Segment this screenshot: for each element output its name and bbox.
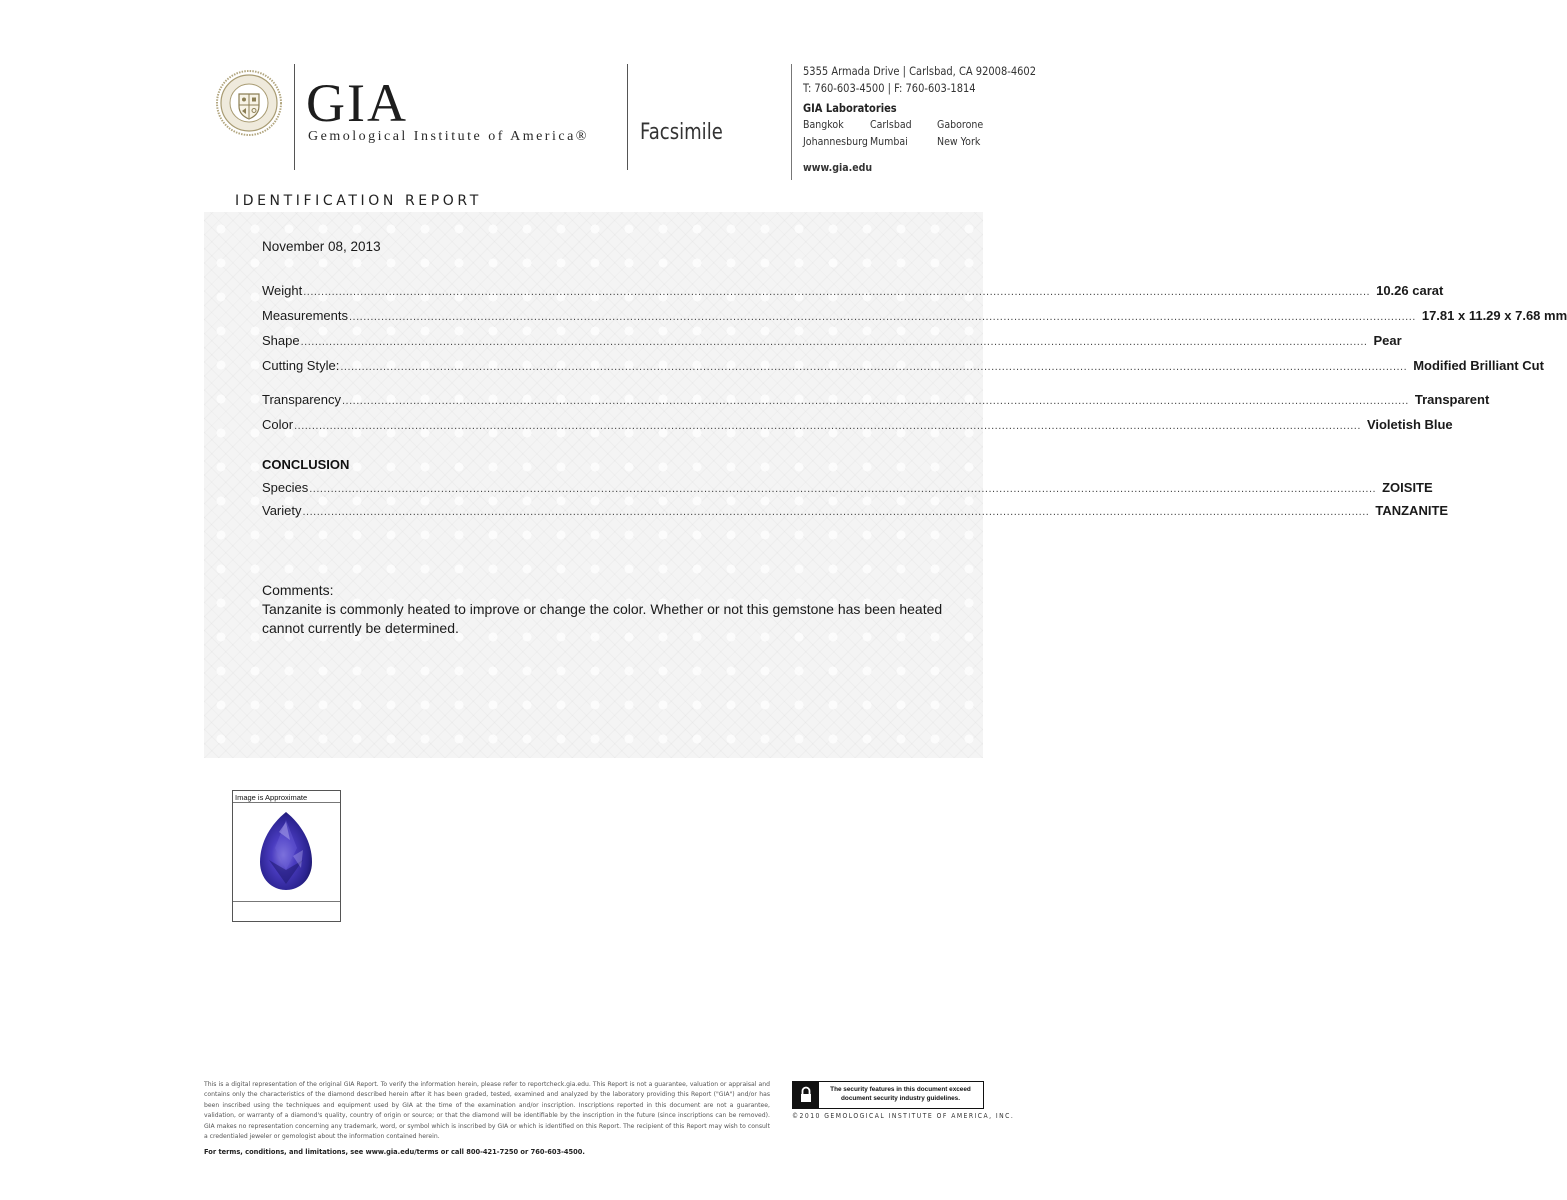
conclusion-heading: CONCLUSION (262, 457, 350, 472)
report-date: November 08, 2013 (262, 239, 381, 254)
website-link[interactable]: www.gia.edu (803, 161, 873, 174)
dot-leader: ............................................................................................................................................................................................................................................................................................................ (300, 336, 1368, 348)
field-value: ZOISITE (1382, 480, 1433, 495)
caption-divider (233, 802, 340, 803)
field-label: Shape (262, 333, 300, 348)
lab-city: New York (937, 135, 981, 148)
field-species (262, 480, 1433, 498)
field-shape (262, 333, 1402, 351)
header-divider (294, 64, 295, 170)
header-divider (627, 64, 628, 170)
lab-city: Carlsbad (870, 118, 912, 131)
lab-phone: T: 760-603-4500 | F: 760-603-1814 (803, 81, 976, 95)
org-full-name: Gemological Institute of America® (308, 129, 589, 144)
field-value: Pear (1373, 333, 1402, 348)
dot-leader: ............................................................................................................................................................................................................................................................................................................ (340, 361, 1408, 373)
lab-address: 5355 Armada Drive | Carlsbad, CA 92008-4602 (803, 64, 1036, 78)
dot-leader: ............................................................................................................................................................................................................................................................................................................ (348, 311, 1416, 323)
document-type-label: Facsimile (640, 120, 723, 145)
security-notice (792, 1081, 984, 1109)
field-label: Measurements (262, 308, 348, 323)
image-caption: Image is Approximate (235, 793, 308, 802)
field-label: Color (262, 417, 294, 432)
report-title: IDENTIFICATION REPORT (235, 193, 482, 209)
field-variety (262, 503, 1449, 521)
dot-leader: ............................................................................................................................................................................................................................................................................................................ (302, 506, 1370, 518)
lab-city: Johannesburg (803, 135, 868, 148)
comments-heading: Comments: (262, 582, 334, 598)
field-label: Variety (262, 503, 302, 518)
field-transparency (262, 392, 1490, 410)
field-cutting-style (262, 358, 1544, 376)
field-label: Weight (262, 283, 303, 298)
field-label: Transparency (262, 392, 341, 407)
field-value: 10.26 carat (1376, 283, 1444, 298)
field-value: Modified Brilliant Cut (1413, 358, 1544, 373)
copyright-text: ©2010 GEMOLOGICAL INSTITUTE OF AMERICA, INC. (792, 1112, 1015, 1120)
disclaimer-text: This is a digital representation of the original GIA Report. To verify the information herein, please refer to reportcheck.gia.edu. This Report is not a guarantee, valuation or appraisal and contains only the characteristics of the diamond described herein after it has been graded, tested, examined and analyzed by the laboratory providing this Report ("GIA") and/or has been inscribed using the techniques and equipment used by GIA at the time of the examination and/or inscription. Inscriptions reported in this document are not a guarantee, validation, or warranty of a diamond's quality, country of origin or source; or that the diamond will be identifiable by the inscription in the future (since inscriptions can be removed). GIA makes no representation concerning any trademark, word, or symbol which is inscribed by GIA or which is identified on this Report. The recipient of this Report may wish to consult a credentialed jeweler or gemologist about the information contained herein. (204, 1081, 770, 1141)
dot-leader: ............................................................................................................................................................................................................................................................................................................ (309, 483, 1377, 495)
gem-image-box (232, 790, 341, 922)
field-measurements (262, 308, 1567, 326)
lock-icon (793, 1082, 819, 1108)
dot-leader: ............................................................................................................................................................................................................................................................................................................ (294, 420, 1361, 432)
dot-leader: ............................................................................................................................................................................................................................................................................................................ (303, 286, 1371, 298)
field-weight (262, 283, 1444, 301)
gia-seal-logo (216, 70, 282, 136)
image-bottom-divider (233, 901, 340, 902)
pear-gemstone-image (257, 810, 315, 892)
org-short-name: GIA (306, 73, 408, 133)
lab-city: Gaborone (937, 118, 984, 131)
field-label: Species (262, 480, 309, 495)
field-label: Cutting Style: (262, 358, 340, 373)
field-value: 17.81 x 11.29 x 7.68 mm (1421, 308, 1567, 323)
lab-city: Bangkok (803, 118, 844, 131)
field-value: Violetish Blue (1366, 417, 1453, 432)
header-divider (791, 64, 792, 180)
security-text: The security features in this document exceed document security industry guidelines. (830, 1086, 971, 1102)
labs-title: GIA Laboratories (803, 101, 897, 115)
comments-text: Tanzanite is commonly heated to improve or change the color. Whether or not this gemstone has been heated cannot currently be determined. (262, 601, 943, 636)
field-value: TANZANITE (1375, 503, 1449, 518)
terms-text: For terms, conditions, and limitations, see www.gia.edu/terms or call 800-421-7250 or 760-603-4500. (204, 1147, 585, 1156)
lab-city: Mumbai (870, 135, 908, 148)
field-color (262, 417, 1453, 435)
field-value: Transparent (1414, 392, 1490, 407)
dot-leader: ............................................................................................................................................................................................................................................................................................................ (342, 395, 1409, 407)
